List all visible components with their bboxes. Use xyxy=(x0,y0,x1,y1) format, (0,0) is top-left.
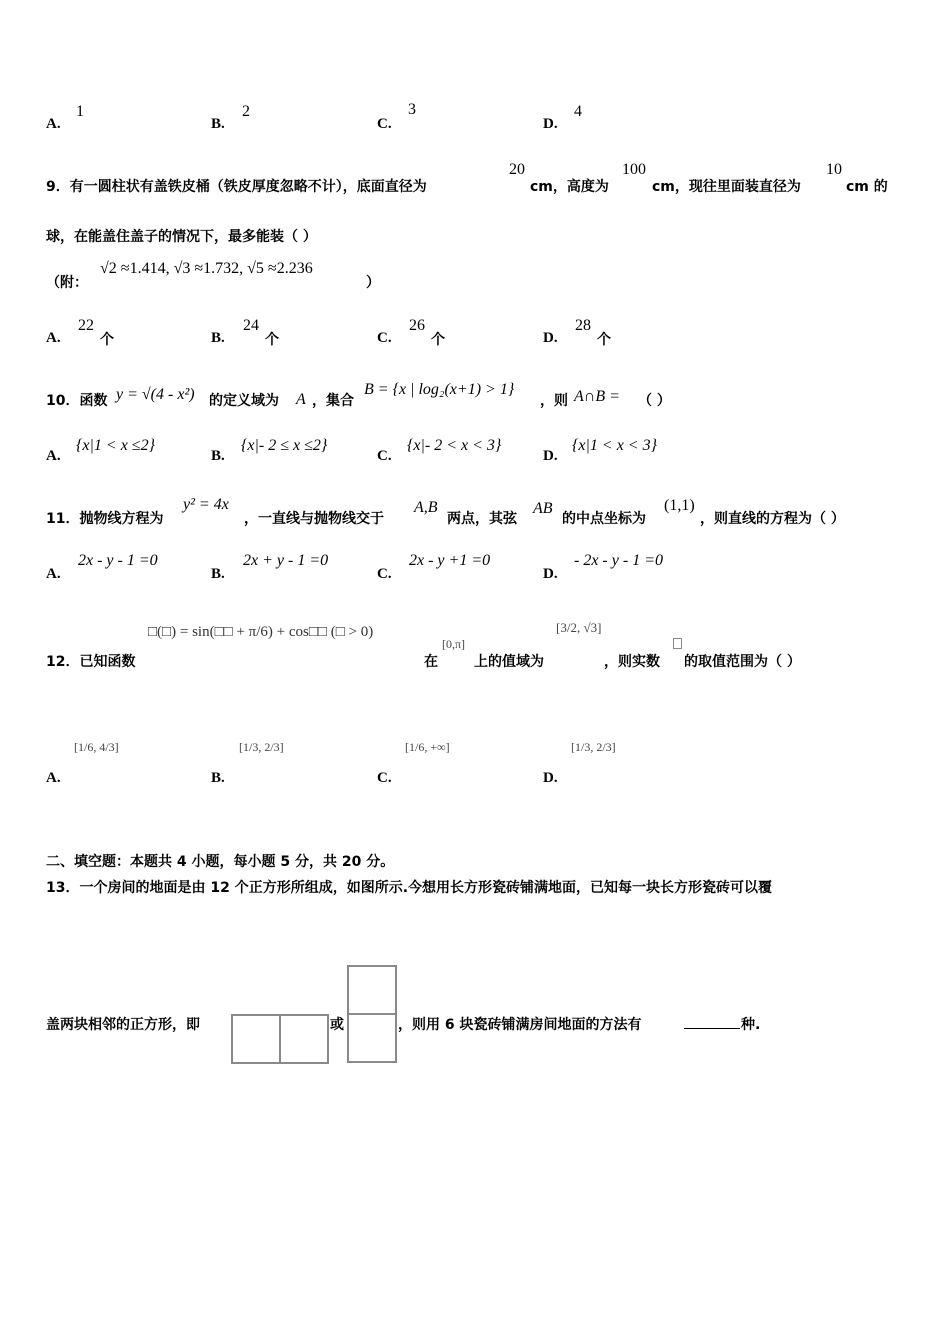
q9-option-d-label: D. xyxy=(543,330,558,346)
q8-option-c-value: 3 xyxy=(408,101,416,118)
q11-option-c-label: C. xyxy=(377,566,392,582)
q10-set-b: B = {x | log₂(x+1) > 1} xyxy=(364,381,515,398)
q12-option-b-value: [1/3, 2/3] xyxy=(239,740,284,754)
q8-option-a-value: 1 xyxy=(76,103,84,120)
q11-text-2: 两点，其弦 xyxy=(447,511,517,527)
q11-option-d-label: D. xyxy=(543,566,558,582)
q8-option-b-value: 2 xyxy=(242,103,250,120)
q12-interval: [0,π] xyxy=(442,637,466,651)
q9-option-d-value: 28 xyxy=(575,317,591,334)
q12-option-a-label: A. xyxy=(46,770,61,786)
q9-unit-3: cm 的 xyxy=(846,179,888,195)
q10-text-4: （ ） xyxy=(638,393,671,409)
q9-option-a-label: A. xyxy=(46,330,61,346)
q11-option-d-value: - 2x - y - 1 =0 xyxy=(574,552,663,569)
q10-option-c-value: {x|- 2 < x < 3} xyxy=(407,437,502,454)
q9-option-b-value: 24 xyxy=(243,317,259,334)
q10-option-c-label: C. xyxy=(377,448,392,464)
q12-number: 12．已知函数 xyxy=(46,654,136,670)
q9-option-b-label: B. xyxy=(211,330,225,346)
q8-option-d-value: 4 xyxy=(574,103,582,120)
q13-answer-blank[interactable] xyxy=(684,1014,740,1029)
q13-line-2c: 种. xyxy=(741,1017,761,1033)
q10-set-a: A xyxy=(296,391,306,408)
q9-option-a-value: 22 xyxy=(78,317,94,334)
q9-option-d-unit: 个 xyxy=(597,332,611,348)
q10-text-3: ，则 xyxy=(540,393,568,409)
q11-points: A,B xyxy=(414,499,438,516)
q12-option-a-value: [1/6, 4/3] xyxy=(74,740,119,754)
q12-param-placeholder-icon xyxy=(673,638,682,649)
q11-number: 11．抛物线方程为 xyxy=(46,511,164,527)
q11-chord: AB xyxy=(533,500,553,517)
q10-option-d-label: D. xyxy=(543,448,558,464)
vertical-tile-bottom-square xyxy=(347,1013,397,1063)
q11-text-4: ，则直线的方程为（ ） xyxy=(700,511,845,527)
q12-option-d-label: D. xyxy=(543,770,558,786)
horizontal-tile-left-square xyxy=(231,1014,281,1064)
q12-option-d-value: [1/3, 2/3] xyxy=(571,740,616,754)
q12-text-2: 上的值域为 xyxy=(474,654,544,670)
q10-text-2: ，集合 xyxy=(312,393,354,409)
horizontal-tile-right-square xyxy=(279,1014,329,1064)
q13-or: 或 xyxy=(330,1017,344,1033)
q12-function-image: □(□) = sin(□□ + π/6) + cos□□ (□ > 0) xyxy=(148,624,374,640)
q9-option-c-label: C. xyxy=(377,330,392,346)
q9-option-b-unit: 个 xyxy=(265,332,279,348)
q10-option-a-value: {x|1 < x ≤2} xyxy=(76,437,155,454)
q12-range: [3/2, √3] xyxy=(556,620,602,635)
q12-text-1: 在 xyxy=(424,654,438,670)
q11-option-b-label: B. xyxy=(211,566,225,582)
q10-option-d-value: {x|1 < x < 3} xyxy=(572,437,657,454)
q8-option-d-label: D. xyxy=(543,116,558,132)
q11-option-a-label: A. xyxy=(46,566,61,582)
q9-option-c-value: 26 xyxy=(409,317,425,334)
q9-unit-1: cm，高度为 xyxy=(530,179,609,195)
q13-line-1: 13．一个房间的地面是由 12 个正方形所组成，如图所示.今想用长方形瓷砖铺满地面，已知每一块长方形瓷砖可以覆 xyxy=(46,880,773,896)
q10-expression: A∩B = xyxy=(574,388,620,405)
q12-option-b-label: B. xyxy=(211,770,225,786)
q11-midpoint: (1,1) xyxy=(664,497,695,514)
q10-text-1: 的定义域为 xyxy=(209,393,279,409)
q9-note-math: √2 ≈1.414, √3 ≈1.732, √5 ≈2.236 xyxy=(100,260,313,277)
q8-option-a-label: A. xyxy=(46,116,61,132)
vertical-tile-top-square xyxy=(347,965,397,1015)
q12-text-3: ，则实数 xyxy=(604,654,660,670)
q11-text-3: 的中点坐标为 xyxy=(562,511,646,527)
q11-parabola-equation: y² = 4x xyxy=(183,496,229,513)
q9-ball-value: 10 xyxy=(826,161,842,178)
q13-line-2a: 盖两块相邻的正方形，即 xyxy=(46,1017,200,1033)
q11-option-c-value: 2x - y +1 =0 xyxy=(409,552,491,569)
q10-option-b-label: B. xyxy=(211,448,225,464)
q9-note-open: （附： xyxy=(46,275,88,291)
q9-option-a-unit: 个 xyxy=(100,332,114,348)
q11-option-b-value: 2x + y - 1 =0 xyxy=(243,552,329,569)
q9-option-c-unit: 个 xyxy=(431,332,445,348)
section-2-heading: 二、填空题：本题共 4 小题，每小题 5 分，共 20 分。 xyxy=(46,854,395,870)
q9-unit-2: cm，现往里面装直径为 xyxy=(652,179,801,195)
q12-option-c-label: C. xyxy=(377,770,392,786)
q9-text-2: 球，在能盖住盖子的情况下，最多能装（ ） xyxy=(46,229,317,245)
q10-option-a-label: A. xyxy=(46,448,61,464)
q9-height-value: 100 xyxy=(622,161,646,178)
q12-option-c-value: [1/6, +∞] xyxy=(405,740,450,754)
q11-option-a-value: 2x - y - 1 =0 xyxy=(78,552,158,569)
q9-diameter-value: 20 xyxy=(509,161,525,178)
q12-text-4: 的取值范围为（ ） xyxy=(684,654,801,670)
q11-text-1: ，一直线与抛物线交于 xyxy=(244,511,384,527)
q13-line-2b: ，则用 6 块瓷砖铺满房间地面的方法有 xyxy=(398,1017,642,1033)
q8-option-b-label: B. xyxy=(211,116,225,132)
q8-option-c-label: C. xyxy=(377,116,392,132)
q10-number: 10．函数 xyxy=(46,393,108,409)
q9-note-close: ） xyxy=(366,275,380,291)
q10-function: y = √(4 - x²) xyxy=(116,386,195,403)
q9-text-1: 9．有一圆柱状有盖铁皮桶（铁皮厚度忽略不计），底面直径为 xyxy=(46,179,427,195)
q10-option-b-value: {x|- 2 ≤ x ≤2} xyxy=(241,437,328,454)
